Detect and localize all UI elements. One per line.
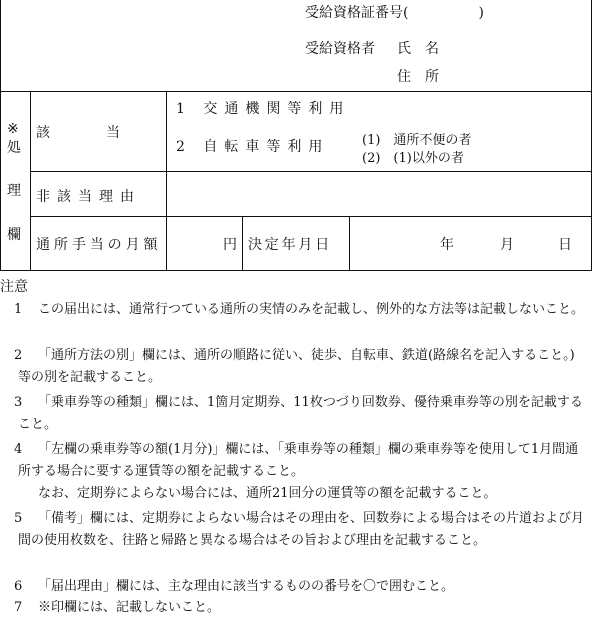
row1-bottom-line [30, 171, 592, 172]
note-item-3 [0, 392, 592, 436]
label-column-line [166, 91, 167, 271]
decision-date-label: 決定年月日 [248, 237, 332, 253]
note-item-4 [0, 439, 592, 505]
note-text: 「備考」欄には、定期券によらない場合はその理由を、回数券による場合はその片道および月間の使用枚数を、往路と帰路と異なる場合はその旨および理由を記載すること。 [18, 511, 585, 548]
option-bicycle: 2 自転車等利用 [176, 139, 330, 155]
address-label: 住 所 [397, 69, 439, 85]
note-text: ※印欄には、記載しないこと。 [38, 600, 221, 615]
note-item-5 [0, 508, 592, 574]
month-label: 月 [500, 237, 514, 253]
note-number: 3 [14, 395, 23, 410]
yen-label: 円 [223, 237, 237, 253]
note-text: 「通所方法の別」欄には、通所の順路に従い、徒歩、自転車、鉄道(路線名を記入すること。)等の別を記載すること。 [18, 348, 575, 385]
note-text-extra: なお、定期券によらない場合には、通所21回分の運賃等の額を記載すること。 [38, 486, 497, 501]
decision-column-line [349, 216, 350, 271]
note-number: 2 [14, 348, 23, 363]
sub-option-inconvenient: (1) 通所不便の者 [362, 133, 472, 148]
note-number: 6 [14, 579, 23, 594]
not-applicable-label: 非該当理由 [36, 189, 141, 205]
header-bottom-line [0, 91, 592, 92]
side-mark: ※ [7, 121, 19, 137]
year-label: 年 [440, 237, 454, 253]
monthly-amount-label: 通所手当の月額 [36, 237, 162, 253]
note-item-2 [0, 345, 592, 389]
note-item-1 [0, 299, 592, 343]
note-text: 「左欄の乗車券等の額(1月分)」欄には、「乗車券等の種類」欄の乗車券等を使用して1月間通所する場合に要する運賃等の額を記載すること。 [18, 442, 579, 479]
notes-title: 注意 [0, 279, 28, 295]
side-column-line [30, 91, 31, 271]
side-char-1: 処 [7, 140, 21, 156]
table-left-border [0, 0, 1, 271]
table-bottom-line [0, 270, 592, 271]
note-number: 4 [14, 442, 23, 457]
note-item-6 [0, 576, 592, 598]
day-label: 日 [558, 237, 572, 253]
applicable-label: 該 当 [36, 125, 120, 141]
recipient-label: 受給資格者 [305, 41, 375, 57]
option-public-transport: 1 交通機関等利用 [176, 101, 351, 117]
note-text: 「乗車券等の種類」欄には、1箇月定期券、11枚つづり回数券、優待乗車券等の別を記載すること。 [18, 395, 583, 432]
note-number: 5 [14, 511, 23, 526]
note-number: 7 [14, 600, 23, 615]
side-char-3: 欄 [7, 227, 21, 243]
note-number: 1 [14, 302, 23, 317]
note-text: この届出には、通常行つている通所の実情のみを記載し、例外的な方法等は記載しないこと。 [38, 302, 585, 317]
amount-column-line [242, 216, 243, 271]
note-text: 「届出理由」欄には、主な理由に該当するものの番号を〇で囲むこと。 [38, 579, 455, 594]
sub-option-other: (2) (1)以外の者 [362, 151, 464, 166]
note-item-7 [0, 597, 592, 619]
row2-bottom-line [30, 216, 592, 217]
cert-number: 受給資格証番号( ) [305, 5, 484, 21]
side-char-2: 理 [7, 183, 21, 199]
name-label: 氏 名 [397, 41, 439, 57]
